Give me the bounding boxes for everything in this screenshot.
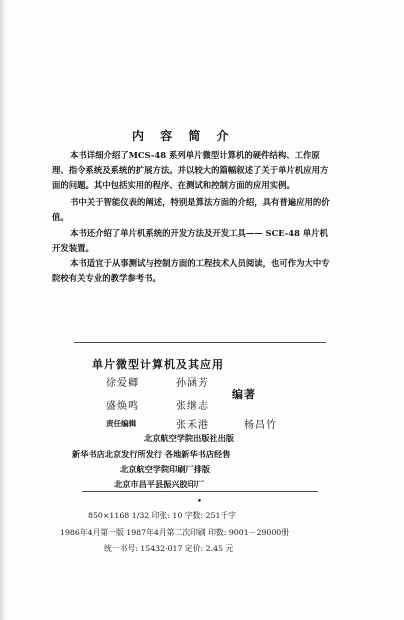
editor-label: 责任编辑 (106, 419, 137, 428)
author-3: 盛焕鸣 (106, 401, 139, 412)
separator-bullet: • (197, 496, 202, 505)
intro-p1-line3: 面的问题。其中包括实用的程序、在测试和控制方面的应用实例。 (52, 180, 295, 190)
edition-history: 1986年4月第一版 1987年4月第二次印刷 印数: 9001－29000册 (60, 528, 290, 537)
format-specs: 850×1168 1/32 印张: 10 字数: 251千字 (88, 511, 236, 520)
intro-p1-line1: 本书详细介绍了MCS-48 系列单片微型计算机的硬件结构、工作原 (70, 150, 320, 160)
colophon-bottom-rule (82, 491, 318, 492)
page-edge-shadow (0, 0, 6, 620)
author-1: 徐爱卿 (106, 378, 139, 389)
book-title: 单片微型计算机及其应用 (92, 358, 224, 371)
isbn-and-price: 统一书号: 15432·017 定价: 2.45 元 (104, 544, 234, 553)
author-role: 编著 (232, 388, 256, 401)
intro-title: 内 容 简 介 (132, 129, 235, 143)
author-4: 张继志 (176, 401, 209, 412)
intro-p4-line2: 院校有关专业的教学参考书。 (52, 273, 161, 283)
printer-line: 北京市昌平县振兴胶印厂 (114, 479, 205, 489)
intro-p3-line2: 开发装置。 (52, 243, 94, 253)
editor-1: 张禾港 (176, 420, 209, 431)
intro-p2-line1: 书中关于智能仪表的阐述，特别是算法方面的介绍，具有普遍应用的价 (70, 197, 330, 207)
publisher-line: 北京航空学院出版社出版 (144, 433, 235, 443)
distributor-line: 新华书店北京发行所发行 各地新华书店经售 (72, 449, 231, 459)
intro-p2-line2: 值。 (52, 212, 69, 222)
editor-2: 杨昌竹 (244, 420, 277, 431)
colophon-top-rule (74, 342, 326, 343)
typesetter-line: 北京航空学院印刷厂排版 (120, 464, 211, 474)
intro-p3-line1: 本书还介绍了单片机系统的开发方法及开发工具—— SCE-48 单片机 (70, 228, 328, 238)
intro-p4-line1: 本书适宜于从事测试与控制方面的工程技术人员阅读，也可作为大中专 (70, 258, 330, 268)
author-2: 孙涵芳 (176, 378, 209, 389)
intro-p1-line2: 理、指令系统及系统的扩展方法。并以较大的篇幅叙述了关于单片机应用方 (52, 165, 329, 175)
